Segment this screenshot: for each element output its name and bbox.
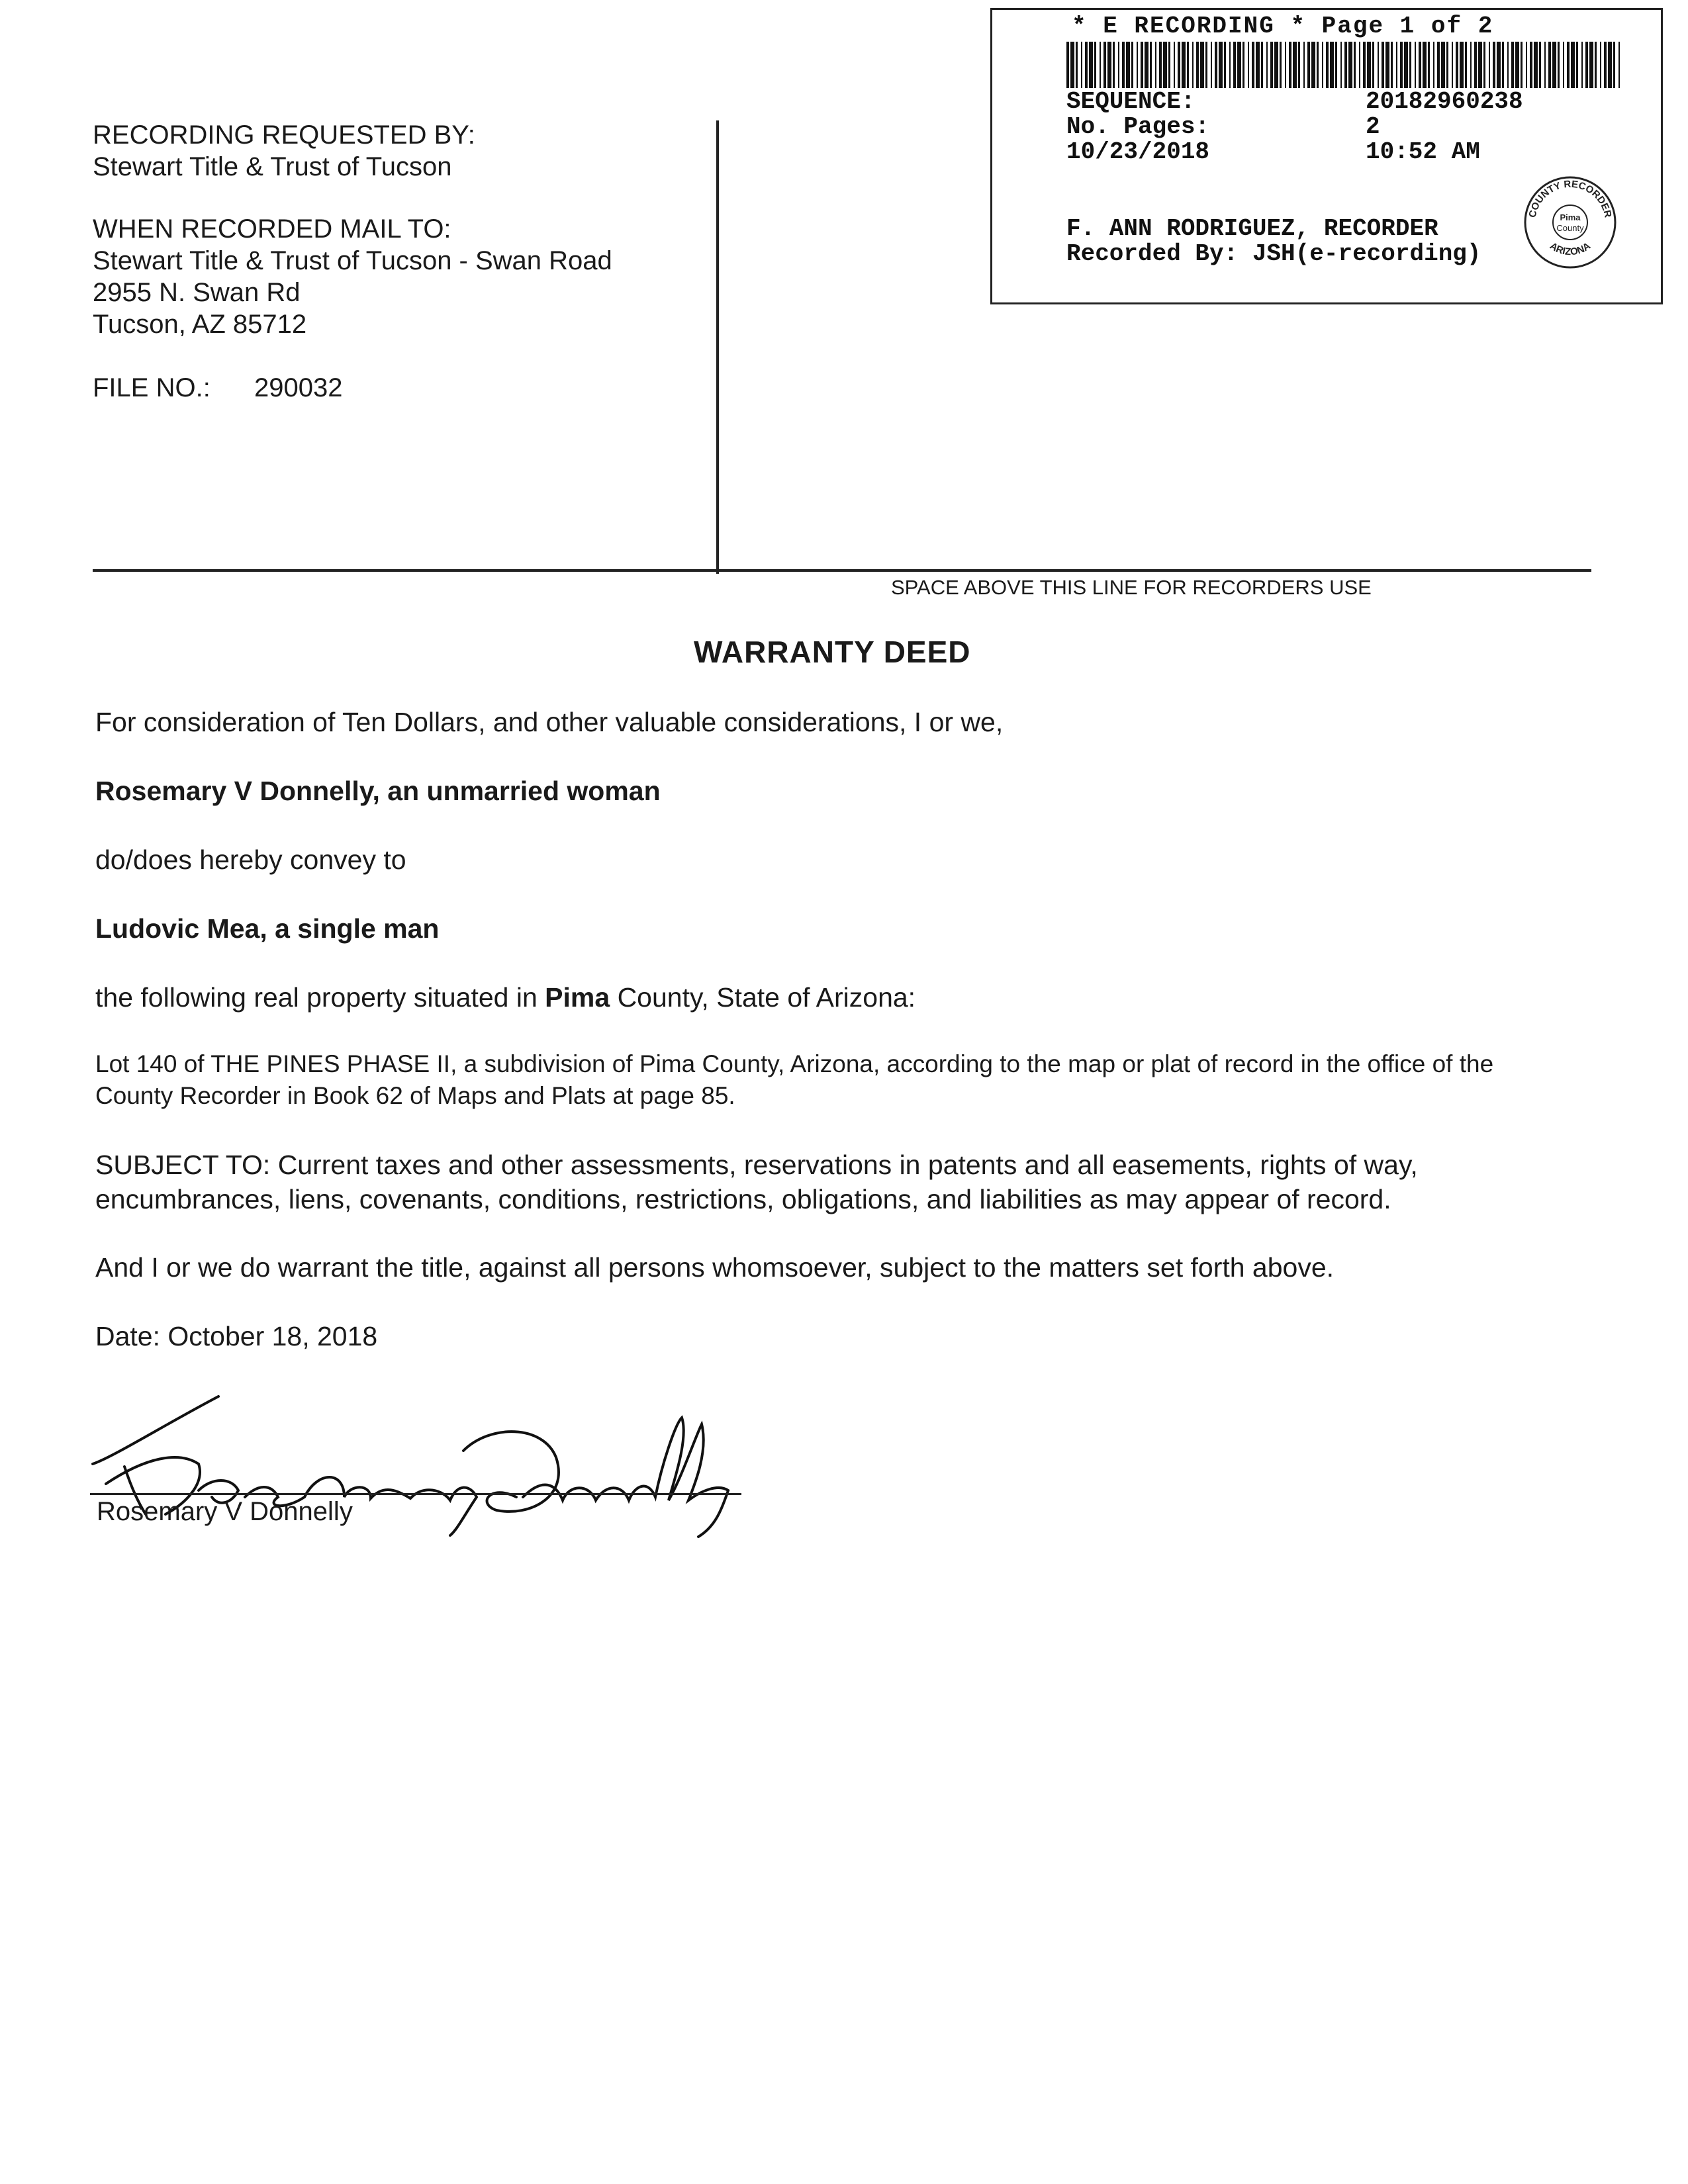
barcode-bar xyxy=(1456,42,1458,88)
barcode-bar xyxy=(1192,42,1194,88)
barcode-bar xyxy=(1126,42,1130,88)
barcode-bar xyxy=(1552,42,1556,88)
barcode-bar xyxy=(1544,42,1546,88)
barcode-bar xyxy=(1595,42,1597,88)
seal-top-text: COUNTY RECORDER xyxy=(1526,178,1614,219)
county-name: Pima xyxy=(545,982,610,1013)
barcode-bar xyxy=(1298,42,1300,88)
barcode-bar xyxy=(1196,42,1199,88)
barcode-bar xyxy=(1326,42,1329,88)
barcode-bar xyxy=(1378,42,1379,88)
vertical-divider xyxy=(716,120,719,574)
barcode-bar xyxy=(1205,42,1207,88)
barcode-bar xyxy=(1585,42,1588,88)
barcode-bar xyxy=(1558,42,1560,88)
barcode-bar xyxy=(1261,42,1263,88)
barcode-bar xyxy=(1233,42,1236,88)
recorded-by: Recorded By: JSH(e-recording) xyxy=(1066,240,1481,267)
barcode-bar xyxy=(1187,42,1189,88)
barcode-bar xyxy=(1563,42,1564,88)
mail-to-line-2: 2955 N. Swan Rd xyxy=(93,278,301,307)
barcode-bar xyxy=(1155,42,1156,88)
barcode-bar xyxy=(1446,42,1448,88)
barcode-bar xyxy=(1530,42,1532,88)
barcode-bar xyxy=(1107,42,1111,88)
barcode-bar xyxy=(1285,42,1286,88)
barcode-bar xyxy=(1391,42,1393,88)
barcode-bar xyxy=(1507,42,1509,88)
county-seal-icon xyxy=(1522,174,1618,271)
mail-to-label: WHEN RECORDED MAIL TO: xyxy=(93,214,451,244)
barcode-bar xyxy=(1354,42,1356,88)
mail-to-line-3: Tucson, AZ 85712 xyxy=(93,310,307,339)
barcode-bar xyxy=(1415,42,1416,88)
barcode-bar xyxy=(1229,42,1231,88)
barcode-bar xyxy=(1174,42,1175,88)
barcode-bar xyxy=(1539,42,1541,88)
grantor: Rosemary V Donnelly, an unmarried woman xyxy=(95,776,661,806)
barcode-bar xyxy=(1081,42,1082,88)
recording-stamp xyxy=(990,8,1663,304)
signature-line xyxy=(90,1493,741,1495)
barcode-bar xyxy=(1400,42,1403,88)
barcode-bar xyxy=(1511,42,1514,88)
barcode-bar xyxy=(1348,42,1352,88)
barcode-bar xyxy=(1608,42,1612,88)
property-location xyxy=(95,982,915,1013)
barcode-bar xyxy=(1460,42,1464,88)
barcode-bar xyxy=(1103,42,1106,88)
legal-description: Lot 140 of THE PINES PHASE II, a subdivision of Pima County, Arizona, according to the map or plat of record in the office of the County Recorder in Book 62 of Maps and Plats at page 85. xyxy=(95,1050,1494,1109)
file-no-value: 290032 xyxy=(254,373,343,402)
barcode-bar xyxy=(1465,42,1467,88)
barcode-bar xyxy=(1571,42,1575,88)
barcode-bar xyxy=(1363,42,1366,88)
barcode-bar xyxy=(1489,42,1490,88)
barcode-bar xyxy=(1118,42,1119,88)
barcode-bar xyxy=(1307,42,1310,88)
recording-header: * E RECORDING * Page 1 of 2 xyxy=(1072,13,1494,40)
convey-text: do/does hereby convey to xyxy=(95,844,406,875)
property-suffix: County, State of Arizona: xyxy=(610,982,916,1013)
barcode-bar xyxy=(1163,42,1167,88)
barcode-bar xyxy=(1604,42,1607,88)
barcode-bar xyxy=(1256,42,1260,88)
barcode-bar xyxy=(1478,42,1482,88)
barcode-bar xyxy=(1137,42,1138,88)
barcode-bar xyxy=(1266,42,1268,88)
barcode-bar xyxy=(1548,42,1551,88)
mail-to-line-1: Stewart Title & Trust of Tucson - Swan Road xyxy=(93,246,612,275)
barcode-bar xyxy=(1372,42,1374,88)
barcode-bar xyxy=(1252,42,1254,88)
barcode-bar xyxy=(1428,42,1430,88)
barcode-bar xyxy=(1423,42,1427,88)
barcode-bar xyxy=(1396,42,1397,88)
pages-label: No. Pages: xyxy=(1066,113,1210,140)
document-title: WARRANTY DEED xyxy=(694,635,971,669)
barcode xyxy=(1066,42,1622,88)
barcode-bar xyxy=(1168,42,1170,88)
requested-by-value: Stewart Title & Trust of Tucson xyxy=(93,152,452,181)
property-prefix: the following real property situated in xyxy=(95,982,545,1013)
barcode-bar xyxy=(1211,42,1212,88)
barcode-bar xyxy=(1066,42,1069,88)
date-line: Date: October 18, 2018 xyxy=(95,1321,378,1351)
barcode-bar xyxy=(1243,42,1244,88)
recorder-space-divider xyxy=(93,569,1591,572)
barcode-bar xyxy=(1200,42,1204,88)
barcode-bar xyxy=(1070,42,1074,88)
barcode-bar xyxy=(1215,42,1217,88)
barcode-bar xyxy=(1474,42,1477,88)
seal-center-line1: Pima xyxy=(1560,212,1581,222)
barcode-bar xyxy=(1237,42,1241,88)
barcode-bar xyxy=(1493,42,1495,88)
consideration-text: For consideration of Ten Dollars, and other valuable considerations, I or we, xyxy=(95,707,1004,737)
seal-bottom-text: ARIZONA xyxy=(1548,240,1593,258)
barcode-bar xyxy=(1322,42,1323,88)
recording-date: 10/23/2018 xyxy=(1066,138,1210,165)
barcode-bar xyxy=(1085,42,1088,88)
file-no-label: FILE NO.: xyxy=(93,373,211,402)
barcode-bar xyxy=(1131,42,1133,88)
recording-time: 10:52 AM xyxy=(1366,138,1480,165)
recorder-name: F. ANN RODRIGUEZ, RECORDER xyxy=(1066,215,1438,242)
barcode-bar xyxy=(1502,42,1504,88)
barcode-bar xyxy=(1293,42,1297,88)
barcode-bar xyxy=(1089,42,1093,88)
barcode-bar xyxy=(1534,42,1538,88)
barcode-bar xyxy=(1159,42,1162,88)
barcode-bar xyxy=(1289,42,1291,88)
barcode-bar xyxy=(1526,42,1527,88)
barcode-bar xyxy=(1385,42,1389,88)
barcode-bar xyxy=(1330,42,1334,88)
seal-center-line2: County xyxy=(1556,223,1584,233)
barcode-bar xyxy=(1521,42,1523,88)
barcode-bar xyxy=(1311,42,1315,88)
barcode-bar xyxy=(1483,42,1485,88)
barcode-bar xyxy=(1344,42,1347,88)
barcode-bar xyxy=(1419,42,1421,88)
barcode-bar xyxy=(1270,42,1273,88)
barcode-bar xyxy=(1497,42,1501,88)
barcode-bar xyxy=(1600,42,1601,88)
barcode-bar xyxy=(1437,42,1440,88)
barcode-bar xyxy=(1076,42,1078,88)
barcode-bar xyxy=(1094,42,1096,88)
space-above-note: SPACE ABOVE THIS LINE FOR RECORDERS USE xyxy=(891,576,1372,599)
barcode-bar xyxy=(1359,42,1360,88)
barcode-bar xyxy=(1178,42,1180,88)
barcode-bar xyxy=(1303,42,1305,88)
barcode-bar xyxy=(1113,42,1115,88)
svg-text:ARIZONA xyxy=(1548,240,1593,257)
barcode-bar xyxy=(1150,42,1152,88)
barcode-bar xyxy=(1433,42,1434,88)
barcode-bar xyxy=(1404,42,1408,88)
barcode-bar xyxy=(1441,42,1445,88)
barcode-bar xyxy=(1382,42,1384,88)
barcode-bar xyxy=(1515,42,1519,88)
barcode-bar xyxy=(1409,42,1411,88)
barcode-bar xyxy=(1567,42,1570,88)
sequence-value: 20182960238 xyxy=(1366,88,1523,115)
barcode-bar xyxy=(1335,42,1337,88)
barcode-bar xyxy=(1340,42,1342,88)
pages-value: 2 xyxy=(1366,113,1380,140)
grantee: Ludovic Mea, a single man xyxy=(95,913,440,944)
barcode-bar xyxy=(1248,42,1249,88)
barcode-bar xyxy=(1122,42,1125,88)
barcode-bar xyxy=(1576,42,1578,88)
barcode-bar xyxy=(1367,42,1371,88)
sequence-label: SEQUENCE: xyxy=(1066,88,1196,115)
barcode-bar xyxy=(1317,42,1319,88)
barcode-bar xyxy=(1145,42,1149,88)
requested-by-label: RECORDING REQUESTED BY: xyxy=(93,120,475,150)
barcode-bar xyxy=(1219,42,1223,88)
barcode-bar xyxy=(1470,42,1472,88)
barcode-bar xyxy=(1618,42,1620,88)
barcode-bar xyxy=(1182,42,1186,88)
barcode-bar xyxy=(1224,42,1226,88)
barcode-bar xyxy=(1274,42,1278,88)
barcode-bar xyxy=(1581,42,1583,88)
barcode-bar xyxy=(1141,42,1143,88)
barcode-bar xyxy=(1280,42,1282,88)
signer-name: Rosemary V Donnelly xyxy=(97,1497,353,1526)
barcode-bar xyxy=(1589,42,1593,88)
barcode-bar xyxy=(1452,42,1453,88)
barcode-bar xyxy=(1100,42,1101,88)
subject-to-clause: SUBJECT TO: Current taxes and other assessments, reservations in patents and all easements, rights of way, encumbrances, liens, covenants, conditions, restrictions, obligations, and liabilities as may appear of record. xyxy=(95,1150,1418,1214)
barcode-bar xyxy=(1613,42,1615,88)
warranty-clause: And I or we do warrant the title, against all persons whomsoever, subject to the matters set forth above. xyxy=(95,1252,1335,1283)
